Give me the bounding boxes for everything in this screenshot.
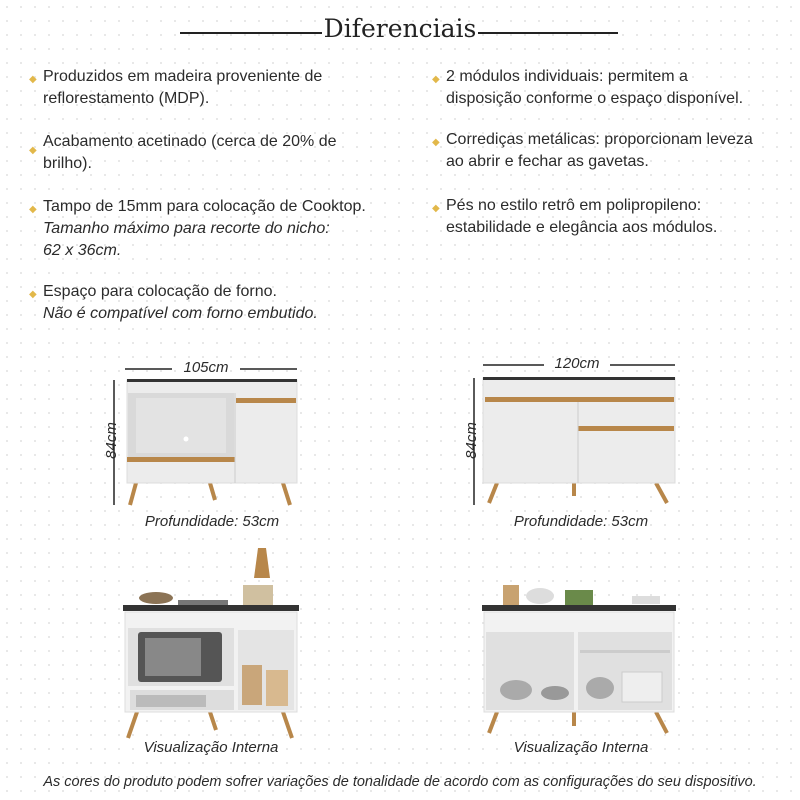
cabinet-105-front bbox=[114, 369, 297, 505]
diamond-bullet-icon: ◆ bbox=[29, 74, 37, 85]
title-text: Diferenciais bbox=[323, 14, 477, 43]
internal-view-caption: Visualização Interna bbox=[513, 739, 649, 756]
cabinet-105-internal bbox=[123, 548, 299, 738]
feature-text: brilho). bbox=[43, 155, 92, 172]
cabinet-120-internal bbox=[482, 585, 676, 733]
cabinet-120-front bbox=[474, 365, 675, 505]
feature-text: Espaço para colocação de forno. bbox=[43, 283, 277, 300]
diamond-bullet-icon: ◆ bbox=[29, 289, 37, 300]
depth-label: Profundidade: 53cm bbox=[144, 513, 280, 530]
feature-note: 62 x 36cm. bbox=[43, 242, 122, 259]
feature-text: Acabamento acetinado (cerca de 20% de bbox=[43, 133, 337, 150]
feature-text: Corrediças metálicas: proporcionam leveza bbox=[446, 131, 753, 148]
feature-text: estabilidade e elegância aos módulos. bbox=[446, 219, 718, 236]
width-label-105: 105cm bbox=[183, 359, 229, 376]
feature-text: Produzidos em madeira proveniente de bbox=[43, 68, 323, 85]
feature-text: Tampo de 15mm para colocação de Cooktop. bbox=[43, 198, 366, 215]
feature-text: reflorestamento (MDP). bbox=[43, 90, 210, 107]
feature-text: 2 módulos individuais: permitem a bbox=[446, 68, 688, 85]
internal-view-caption: Visualização Interna bbox=[143, 739, 279, 756]
diamond-bullet-icon: ◆ bbox=[432, 203, 440, 214]
depth-label: Profundidade: 53cm bbox=[513, 513, 649, 530]
width-label-120: 120cm bbox=[554, 355, 600, 372]
color-disclaimer: As cores do produto podem sofrer variações de tonalidade de acordo com as configurações do seu dispositivo. bbox=[43, 774, 757, 790]
feature-text: disposição conforme o espaço disponível. bbox=[446, 90, 744, 107]
height-label-84: 84cm bbox=[102, 422, 120, 459]
feature-text: Pés no estilo retrô em polipropileno: bbox=[446, 197, 702, 214]
feature-note: Não é compatível com forno embutido. bbox=[43, 305, 318, 322]
diamond-bullet-icon: ◆ bbox=[29, 204, 37, 215]
feature-note: Tamanho máximo para recorte do nicho: bbox=[43, 220, 330, 237]
diamond-bullet-icon: ◆ bbox=[29, 145, 37, 156]
height-label-84: 84cm bbox=[462, 422, 480, 459]
diamond-bullet-icon: ◆ bbox=[432, 74, 440, 85]
feature-text: ao abrir e fechar as gavetas. bbox=[446, 153, 649, 170]
diamond-bullet-icon: ◆ bbox=[432, 137, 440, 148]
